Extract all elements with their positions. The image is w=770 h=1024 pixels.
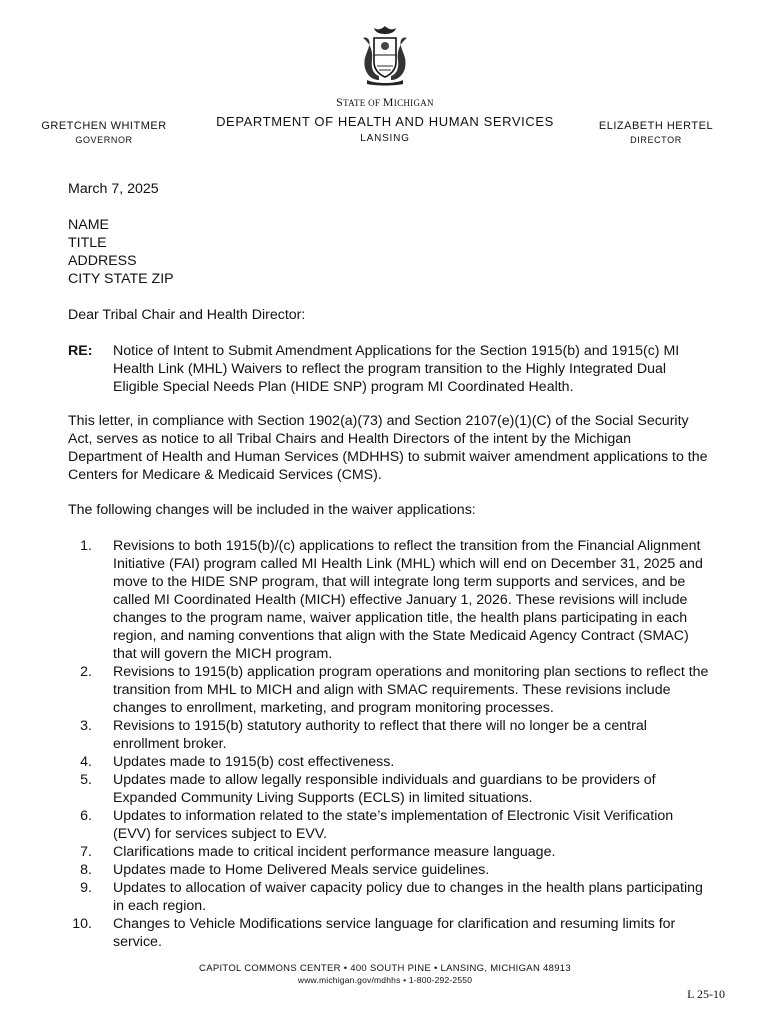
list-number: 10. <box>72 916 92 932</box>
governor-name: GRETCHEN WHITMER <box>41 120 167 132</box>
address-line: CITY STATE ZIP <box>68 271 174 287</box>
salutation: Dear Tribal Chair and Health Director: <box>68 307 306 323</box>
list-number: 3. <box>80 718 92 734</box>
recipient-address <box>68 216 708 288</box>
governor-block <box>30 120 178 145</box>
list-number: 1. <box>80 538 92 554</box>
list-item <box>68 717 708 753</box>
governor-title: GOVERNOR <box>75 135 133 145</box>
department-city: LANSING <box>360 133 410 144</box>
changes-intro: The following changes will be included in the waiver applications: <box>68 502 476 518</box>
list-number: 6. <box>80 808 92 824</box>
list-item <box>68 861 708 879</box>
list-item <box>68 807 708 843</box>
list-text: Clarifications made to critical incident performance measure language. <box>113 844 556 860</box>
letter-date: March 7, 2025 <box>68 181 159 197</box>
list-item <box>68 663 708 717</box>
list-item <box>68 843 708 861</box>
subject-text: Notice of Intent to Submit Amendment Applications for the Section 1915(b) and 1915(c) MI Health Link (MHL) Waivers to reflect the program transition to the Highly Integrated Dual Eligible Special Needs Plan (HIDE SNP) program MI Coordinated Health. <box>113 343 680 395</box>
director-title: DIRECTOR <box>630 135 682 145</box>
intro-paragraph: This letter, in compliance with Section 1902(a)(73) and Section 2107(e)(1)(C) of the Social Security Act, serves as notice to all Tribal Chairs and Health Directors of the intent by the Michigan Department of Health and Human Services (MDHHS) to submit waiver amendment applications to the Centers for Medicare & Medicaid Services (CMS). <box>68 413 708 483</box>
list-text: Updates to information related to the state’s implementation of Electronic Visit Verification (EVV) for services subject to EVV. <box>113 808 674 842</box>
list-item <box>68 915 708 951</box>
address-line: NAME <box>68 217 109 233</box>
state-seal-icon <box>357 22 413 86</box>
list-item <box>68 753 708 771</box>
list-item <box>68 771 708 807</box>
list-text: Revisions to 1915(b) application program operations and monitoring plan sections to reflect the transition from MHL to MICH and align with SMAC requirements. These revisions include changes to enrollment, marketing, and program monitoring processes. <box>113 664 709 716</box>
list-number: 5. <box>80 772 92 788</box>
list-number: 7. <box>80 844 92 860</box>
address-line: ADDRESS <box>68 253 137 269</box>
list-item <box>68 537 708 663</box>
footer-contact: www.michigan.gov/mdhhs • 1-800-292-2550 <box>297 975 473 985</box>
list-text: Changes to Vehicle Modifications service language for clarification and resuming limits for service. <box>113 916 676 950</box>
list-number: 8. <box>80 862 92 878</box>
list-text: Updates made to 1915(b) cost effectiveness. <box>113 754 395 770</box>
list-number: 2. <box>80 664 92 680</box>
list-text: Updates made to allow legally responsible individuals and guardians to be providers of Expanded Community Living Supports (ECLS) in limited situations. <box>113 772 656 806</box>
list-text: Updates made to Home Delivered Meals service guidelines. <box>113 862 490 878</box>
department-name: DEPARTMENT OF HEALTH AND HUMAN SERVICES <box>216 114 554 129</box>
changes-list <box>68 537 708 951</box>
state-name: STATE OF MICHIGAN <box>336 95 434 109</box>
list-text: Revisions to both 1915(b)/(c) applications to reflect the transition from the Financial Alignment Initiative (FAI) program called MI Health Link (MHL) which will end on December 31, 2025 and move to the HIDE SNP program, that will integrate long term supports and services, and be called MI Coordinated Health (MICH) effective January 1, 2026. These revisions will include changes to the program name, waiver application title, the health plans participating in each region, and naming conventions that align with the State Medicaid Agency Contract (SMAC) that will govern the MICH program. <box>113 538 703 662</box>
list-item <box>68 879 708 915</box>
list-text: Updates to allocation of waiver capacity policy due to changes in the health plans participating in each region. <box>113 880 703 914</box>
list-number: 4. <box>80 754 92 770</box>
list-text: Revisions to 1915(b) statutory authority to reflect that there will no longer be a central enrollment broker. <box>113 718 647 752</box>
director-block <box>588 120 724 145</box>
footer-address: CAPITOL COMMONS CENTER • 400 SOUTH PINE • LANSING, MICHIGAN 48913 <box>199 963 571 974</box>
list-number: 9. <box>80 880 92 896</box>
subject-label: RE: <box>68 343 93 359</box>
director-name: ELIZABETH HERTEL <box>598 120 714 132</box>
form-code: L 25-10 <box>687 987 725 1001</box>
address-line: TITLE <box>68 235 107 251</box>
